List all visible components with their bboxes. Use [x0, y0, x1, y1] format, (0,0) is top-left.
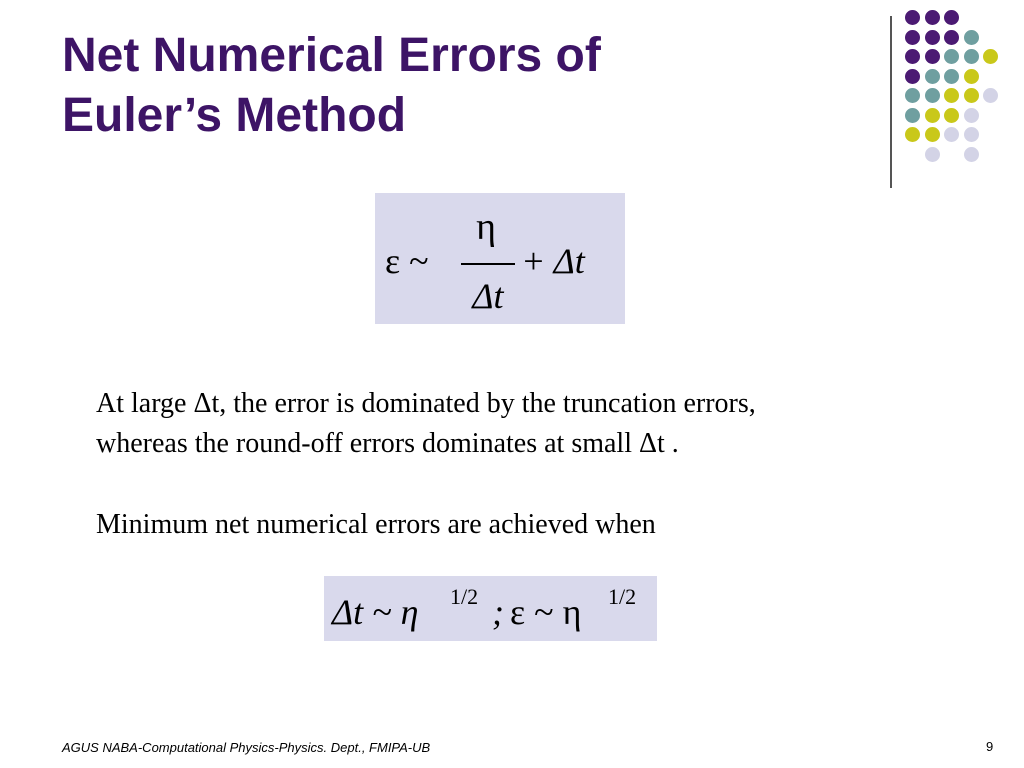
decorative-dot: [925, 147, 940, 162]
decorative-dot: [964, 49, 979, 64]
decorative-dot: [983, 88, 998, 103]
decorative-dot: [983, 49, 998, 64]
vertical-divider: [890, 16, 892, 188]
slide-title-line-1: Net Numerical Errors of: [62, 29, 601, 82]
decorative-dot: [905, 88, 920, 103]
decorative-dot: [905, 108, 920, 123]
equation-numerator: η: [476, 206, 496, 248]
paragraph-minimum-error: Minimum net numerical errors are achieved when: [96, 509, 656, 540]
decorative-dot: [925, 69, 940, 84]
decorative-dot: [905, 49, 920, 64]
decorative-dot: [944, 108, 959, 123]
equation-min-separator: ;: [492, 592, 504, 632]
paragraph-line-2: whereas the round-off errors dominates at small Δt .: [96, 428, 679, 459]
decorative-dot: [964, 69, 979, 84]
equation-min-part1: Δt ~ η: [332, 592, 419, 632]
decorative-dot: [925, 49, 940, 64]
decorative-dot: [944, 10, 959, 25]
decorative-dot: [944, 30, 959, 45]
decorative-dot: [964, 147, 979, 162]
decorative-dot: [964, 30, 979, 45]
decorative-dot: [944, 88, 959, 103]
equation-error-formula: [375, 193, 625, 324]
paragraph-error-explanation: [96, 384, 916, 464]
footer-text: AGUS NABA-Computational Physics-Physics. Dept., FMIPA-UB: [62, 740, 431, 755]
decorative-dot: [964, 127, 979, 142]
slide-title: [62, 26, 842, 146]
equation-lhs: ε ~: [385, 241, 429, 281]
page-number: 9: [986, 739, 994, 754]
equation-min-part2: ε ~ η: [510, 592, 582, 632]
decorative-dot: [925, 30, 940, 45]
decorative-dot: [905, 30, 920, 45]
decorative-dot: [905, 127, 920, 142]
equation-minimum-box: [324, 576, 657, 641]
equation-rhs: + Δt: [521, 241, 585, 281]
slide-title-line-2: Euler’s Method: [62, 89, 407, 142]
decorative-dot: [964, 88, 979, 103]
decorative-dot: [944, 49, 959, 64]
decorative-dot: [925, 88, 940, 103]
equation-minimum-formula: [324, 576, 657, 641]
decorative-dot: [925, 108, 940, 123]
decorative-dot: [925, 10, 940, 25]
decorative-dot: [905, 69, 920, 84]
decorative-dot: [944, 127, 959, 142]
equation-min-exponent2: 1/2: [608, 584, 637, 609]
decorative-dot-grid: [905, 10, 1015, 170]
equation-denominator: Δt: [472, 276, 504, 316]
equation-min-exponent1: 1/2: [450, 584, 479, 609]
decorative-dot: [905, 10, 920, 25]
paragraph-line-1: At large Δt, the error is dominated by the truncation errors,: [96, 388, 756, 419]
decorative-dot: [964, 108, 979, 123]
equation-error-box: [375, 193, 625, 324]
decorative-dot: [944, 69, 959, 84]
decorative-dot: [925, 127, 940, 142]
